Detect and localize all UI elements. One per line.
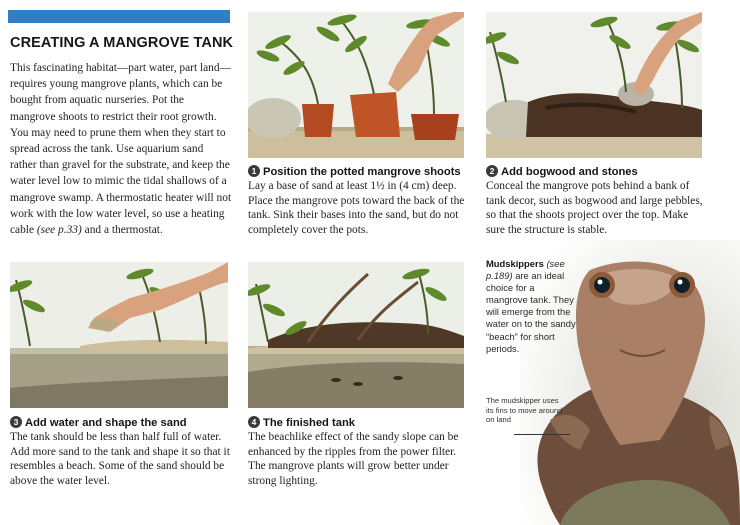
step-2-text: Conceal the mangrove pots behind a bank of tank decor, such as bogwood and large pebbles, so that the shoots project over the top. Make sure the structure is stable. [486, 180, 703, 236]
step-3-photo [10, 262, 228, 408]
step-number-badge: 4 [248, 416, 260, 428]
mudskipper-photo-caption: The mudskipper uses its fins to move around on land [486, 396, 563, 425]
step-1-photo [248, 12, 464, 158]
step-4-caption [248, 416, 464, 488]
step-2-caption [486, 165, 708, 237]
caption-leader-line [514, 434, 570, 435]
step-2-photo [486, 12, 702, 158]
step-number-badge: 2 [486, 165, 498, 177]
mudskipper-sidebar: Mudskippers (see p.189) are an ideal choice for a mangrove tank. They will emerge from the water on to the sandy “beach” for short periods. [486, 258, 576, 354]
step-4-text: The beachlike effect of the sandy slope can be enhanced by the ripples from the power filter. The mangrove plants will grow better under strong lighting. [248, 431, 459, 487]
step-4-title: 4 The finished tank [248, 416, 464, 429]
step-3-title: 3 Add water and shape the sand [10, 416, 234, 429]
step-2-title: 2 Add bogwood and stones [486, 165, 708, 178]
step-number-badge: 3 [10, 416, 22, 428]
intro-paragraph: This fascinating habitat—part water, part land—requires young mangrove plants, which can be bought from aquatic nurseries. Pot the mangrove shoots to restrict their root growth. You may need to prune them when they start to spread across the tank. Use aquarium sand rather than gravel for the substrate, and keep the water level low to mimic the tidal shallows of a mangrove swamp. A thermostatic heater will not work with the low water level, so use a heating cable (see p.33) and a thermostat. [10, 62, 232, 237]
step-3-caption [10, 416, 234, 488]
step-1-title: 1 Position the potted mangrove shoots [248, 165, 468, 178]
step-number-badge: 1 [248, 165, 260, 177]
step-4-photo [248, 262, 464, 408]
step-1-caption [248, 165, 468, 237]
step-1-text: Lay a base of sand at least 1½ in (4 cm) deep. Place the mangrove pots toward the back of the tank. Sink their bases into the sand, but do not completely cover the pots. [248, 180, 465, 236]
step-3-text: The tank should be less than half full of water. Add more sand to the tank and shape it so that it resembles a beach. Some of the sand should be above the water level. [10, 431, 230, 487]
section-color-bar [8, 10, 230, 23]
page-title: CREATING A MANGROVE TANK [10, 35, 234, 51]
